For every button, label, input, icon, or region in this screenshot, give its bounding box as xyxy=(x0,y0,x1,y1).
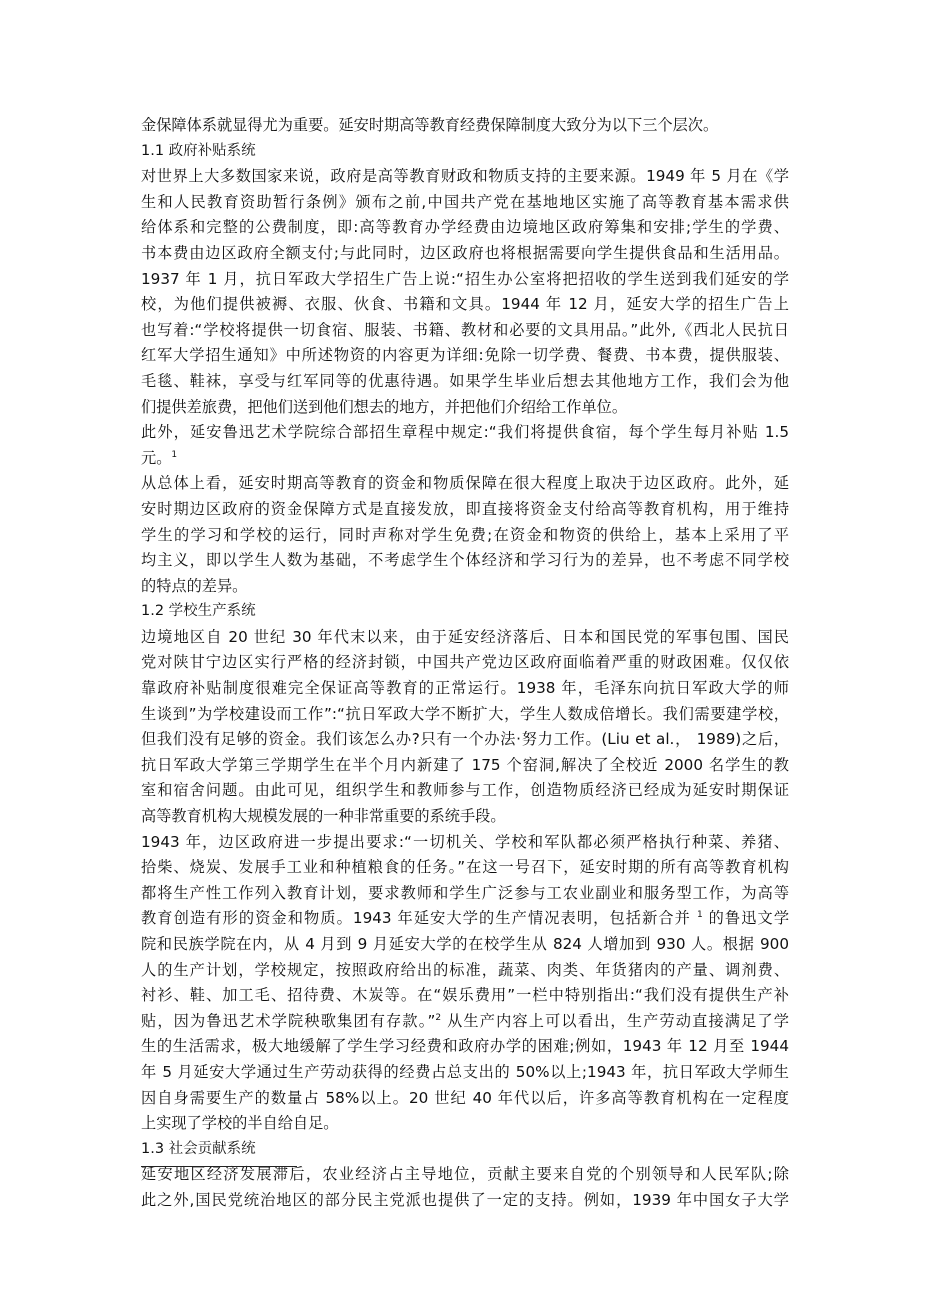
text-line: 年 5 月延安大学通过生产劳动获得的经费占总支出的 50%以上;1943 年，抗日军政大学师生 xyxy=(141,1062,789,1081)
text-line: 也写着:“学校将提供一切食宿、服装、书籍、教材和必要的文具用品。”此外,《西北人民抗日 xyxy=(141,320,789,339)
text-line: 毛毯、鞋袜，享受与红军同等的优惠待遇。如果学生毕业后想去其他地方工作，我们会为他 xyxy=(141,371,789,390)
paragraph-government-subsidy xyxy=(141,164,789,420)
text-line: 生的生活需求，极大地缓解了学生学习经费和政府办学的困难;例如，1943 年 12 月至 1944 xyxy=(141,1037,789,1056)
document-page xyxy=(141,113,789,1214)
paragraph-1943-production xyxy=(141,830,789,1137)
text-line: 生和人民教育资助暂行条例》颁布之前,中国共产党在基地地区实施了高等教育基本需求供 xyxy=(141,192,789,211)
text-span: 从生产内容上可以看出，生产劳动直接满足了学 xyxy=(447,1011,789,1030)
footnote-ref: 1 xyxy=(171,449,178,460)
text-line: 高等教育机构大规模发展的一种非常重要的系统手段。 xyxy=(141,807,506,826)
text-line: 安时期边区政府的资金保障方式是直接发放，即直接将资金支付给高等教育机构，用于维持 xyxy=(141,499,789,518)
text-line: 此之外,国民党统治地区的部分民主党派也提供了一定的支持。例如，1939 年中国女子大学 xyxy=(141,1190,789,1209)
text-line: 衬衫、鞋、加工毛、招待费、木炭等。在“娱乐费用”一栏中特别指出:“我们没有提供生产补 xyxy=(141,986,789,1005)
text-line: 1937 年 1 月，抗日军政大学招生广告上说:“招生办公室将把招收的学生送到我们延安的学 xyxy=(141,269,789,288)
text-line xyxy=(141,1009,789,1035)
text-line: 此外，延安鲁迅艺术学院综合部招生章程中规定:“我们将提供食宿，每个学生每月补贴 1.5 xyxy=(141,423,789,442)
text-line: 红军大学招生通知》中所述物资的内容更为详细:免除一切学费、餐费、书本费，提供服装、 xyxy=(141,346,789,365)
section-heading-1-2: 1.2 学校生产系统 xyxy=(141,603,256,620)
text-line: 院和民族学院在内，从 4 月到 9 月延安大学的在校学生从 824 人增加到 930 人。根据 900 xyxy=(141,935,789,953)
section-heading-1-1: 1.1 政府补贴系统 xyxy=(141,142,256,159)
text-line: 因自身需要生产的数量占 58%以上。20 世纪 40 年代以后，许多高等教育机构在一定程度 xyxy=(141,1088,789,1107)
text-line: 都将生产性工作列入教育计划，要求教师和学生广泛参与工农业副业和服务型工作，为高等 xyxy=(141,883,789,902)
text-line: 人的生产计划，学校规定，按照政府给出的标准，蔬菜、肉类、年货猪肉的产量、调剂费、 xyxy=(141,960,789,979)
text-line: 书本费由边区政府全额支付;与此同时，边区政府也将根据需要向学生提供食品和生活用品。 xyxy=(141,243,789,262)
text-line: 党对陕甘宁边区实行严格的经济封锁，中国共产党边区政府面临着严重的财政困难。仅仅依 xyxy=(141,653,789,672)
text-line: 从总体上看，延安时期高等教育的资金和物质保障在很大程度上取决于边区政府。此外，延 xyxy=(141,474,789,493)
text-line: 拾柴、烧炭、发展手工业和种植粮食的任务。”在这一号召下，延安时期的所有高等教育机构 xyxy=(141,858,789,877)
footnote-ref: 2 xyxy=(435,1012,442,1023)
intro-line: 金保障体系就显得尤为重要。延安时期高等教育经费保障制度大致分为以下三个层次。 xyxy=(141,116,719,134)
text-line: 上实现了学校的半自给自足。 xyxy=(141,1114,339,1133)
text-line: 的特点的差异。 xyxy=(141,576,248,595)
section-heading-1-3: 1.3 社会贡献系统 xyxy=(141,1140,256,1157)
text-span: 教育创造有形的资金和物质。1943 年延安大学的生产情况表明，包括新合并 xyxy=(141,909,691,928)
text-line: 但我们没有足够的资金。我们该怎么办?只有一个办法·努力工作。(Liu et al.， 1989)之后， xyxy=(141,730,789,749)
text-line: 学生的学习和学校的运行，同时声称对学生免费;在资金和物资的供给上，基本上采用了平 xyxy=(141,525,789,544)
text-line: 抗日军政大学第三学期学生在半个月内新建了 175 个窑洞,解决了全校近 2000 名学生的教 xyxy=(141,755,789,774)
paragraph-social-contribution xyxy=(141,1162,789,1213)
text-span: 元。 xyxy=(141,448,172,467)
text-span: 贴，因为鲁迅艺术学院秧歌集团有存款。” xyxy=(141,1011,436,1030)
paragraph-school-production xyxy=(141,625,789,830)
text-line xyxy=(141,446,789,472)
text-line: 室和宿舍问题。由此可见，组织学生和教师参与工作，创造物质经济已经成为延安时期保证 xyxy=(141,781,789,800)
text-line: 校，为他们提供被褥、衣服、伙食、书籍和文具。1944 年 12 月，延安大学的招生广告上 xyxy=(141,295,789,314)
text-line: 对世界上大多数国家来说，政府是高等教育财政和物质支持的主要来源。1949 年 5 月在《学 xyxy=(141,167,789,186)
paragraph-lu-xun-academy xyxy=(141,420,789,471)
text-line: 生谈到”为学校建设而工作”:“抗日军政大学不断扩大，学生人数成倍增长。我们需要建学校， xyxy=(141,704,789,723)
text-line: 边境地区自 20 世纪 30 年代末以来，由于延安经济落后、日本和国民党的军事包围、国民 xyxy=(141,627,789,646)
text-line: 1943 年，边区政府进一步提出要求:“一切机关、学校和军队都必须严格执行种菜、养猪、 xyxy=(141,832,789,851)
text-line: 均主义，即以学生人数为基础，不考虑学生个体经济和学习行为的差异，也不考虑不同学校 xyxy=(141,551,789,570)
text-line: 延安地区经济发展滞后，农业经济占主导地位，贡献主要来自党的个别领导和人民军队;除 xyxy=(141,1165,789,1184)
paragraph-overview xyxy=(141,471,789,599)
text-line: 靠政府补贴制度很难完全保证高等教育的正常运行。1938 年，毛泽东向抗日军政大学的师 xyxy=(141,679,789,698)
text-line: 们提供差旅费，把他们送到他们想去的地方，并把他们介绍给工作单位。 xyxy=(141,397,627,416)
text-line xyxy=(141,906,789,932)
text-span: 的鲁迅文学 xyxy=(708,909,790,928)
text-line: 给体系和完整的公费制度，即:高等教育办学经费由边境地区政府筹集和安排;学生的学费、 xyxy=(141,218,789,237)
footnote-ref: 1 xyxy=(696,910,703,921)
footnote-divider xyxy=(141,1166,297,1167)
